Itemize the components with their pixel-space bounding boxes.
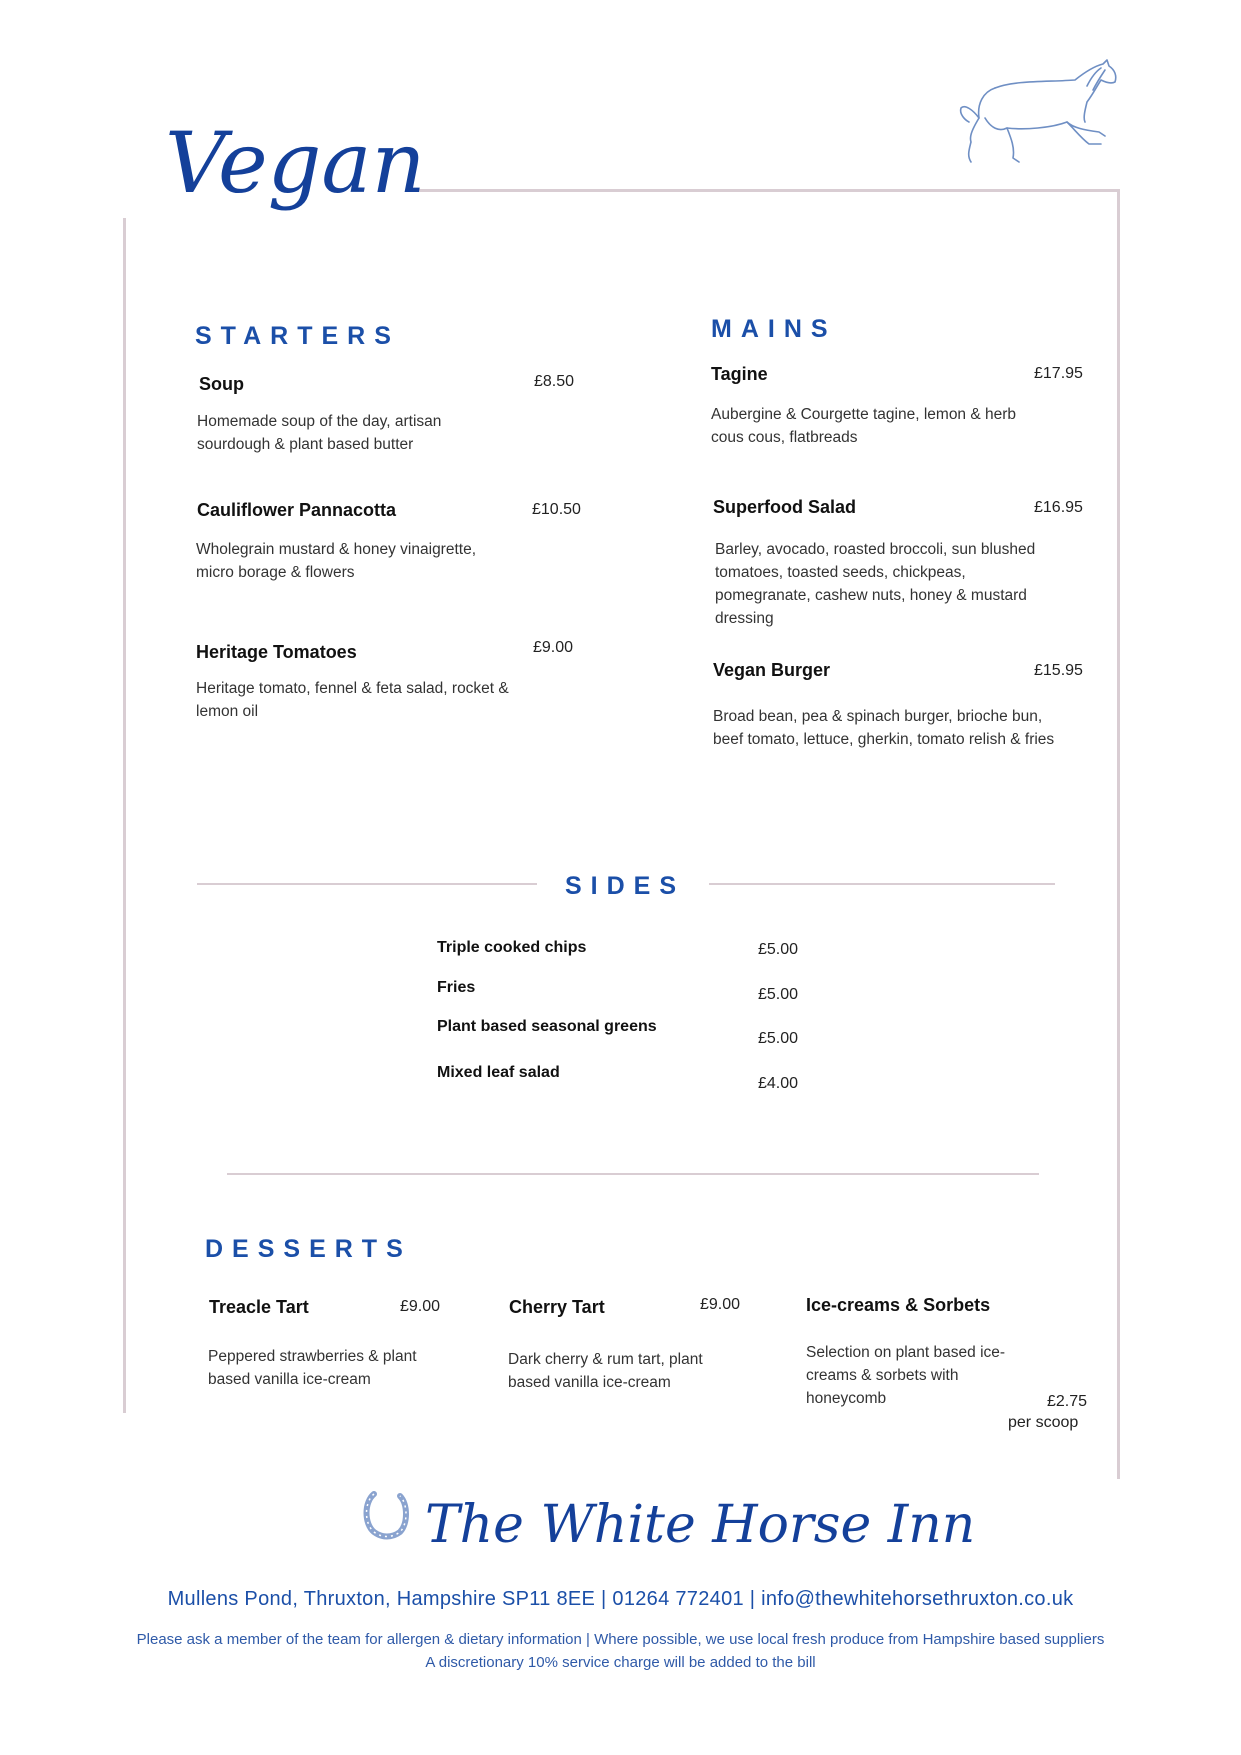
dessert-price-treacle: £9.00 [400, 1298, 441, 1315]
frame-right-line [1117, 189, 1120, 1479]
starter-name-tomatoes: Heritage Tomatoes [196, 642, 357, 662]
main-name-superfood: Superfood Salad [713, 497, 857, 517]
sides-heading: SIDES [565, 872, 686, 900]
dessert-desc-cherry: Dark cherry & rum tart, plant based vanilla ice-cream [508, 1351, 703, 1391]
dessert-price-icecream: £2.75 [1047, 1393, 1088, 1410]
side-name-chips: Triple cooked chips [437, 939, 587, 956]
frame-left-line [123, 218, 126, 1413]
main-desc-superfood: Barley, avocado, roasted broccoli, sun blushed tomatoes, toasted seeds, chickpeas, pomegranate, cashew nuts, honey & mustard dressing [715, 541, 1036, 627]
horse-sketch-icon [955, 58, 1125, 168]
starter-price-soup: £8.50 [534, 373, 575, 390]
main-desc-tagine: Aubergine & Courgette tagine, lemon & herb cous cous, flatbreads [711, 406, 1017, 446]
desserts-rule [227, 1173, 1039, 1175]
side-price-chips: £5.00 [758, 941, 799, 958]
dessert-name-icecream: Ice-creams & Sorbets [806, 1295, 991, 1315]
dessert-name-cherry: Cherry Tart [509, 1297, 605, 1317]
page-title: Vegan [165, 114, 426, 212]
footer-allergen-note: Please ask a member of the team for allergen & dietary information | Where possible, we use local fresh produce from Hampshire based suppliers [136, 1631, 1105, 1648]
dessert-desc-icecream: Selection on plant based ice-creams & sorbets with honeycomb [806, 1344, 1006, 1407]
main-name-burger: Vegan Burger [713, 660, 831, 680]
main-price-burger: £15.95 [1034, 662, 1083, 679]
side-price-salad: £4.00 [758, 1075, 799, 1092]
sides-right-rule [709, 883, 1055, 885]
starter-name-pannacotta: Cauliflower Pannacotta [197, 500, 397, 520]
dessert-name-treacle: Treacle Tart [209, 1297, 309, 1317]
starters-heading: STARTERS [195, 322, 400, 350]
dessert-price-unit: per scoop [1008, 1414, 1079, 1431]
dessert-price-cherry: £9.00 [700, 1296, 741, 1313]
side-price-fries: £5.00 [758, 986, 799, 1003]
footer-service-note: A discretionary 10% service charge will be added to the bill [425, 1654, 816, 1671]
horseshoe-icon [360, 1488, 412, 1540]
side-name-greens: Plant based seasonal greens [437, 1018, 657, 1035]
main-desc-burger: Broad bean, pea & spinach burger, brioche bun, beef tomato, lettuce, gherkin, tomato relish & fries [713, 708, 1055, 748]
frame-top-line [415, 189, 1120, 192]
mains-heading: MAINS [711, 315, 837, 343]
starter-price-tomatoes: £9.00 [533, 639, 574, 656]
side-price-greens: £5.00 [758, 1030, 799, 1047]
footer-address: Mullens Pond, Thruxton, Hampshire SP11 8EE | 01264 772401 | info@thewhitehorsethruxton.co.uk [167, 1588, 1074, 1610]
dessert-desc-treacle: Peppered strawberries & plant based vanilla ice-cream [208, 1348, 417, 1388]
main-price-tagine: £17.95 [1034, 365, 1083, 382]
starter-desc-soup: Homemade soup of the day, artisan sourdough & plant based butter [197, 413, 442, 453]
footer-brand: The White Horse Inn [425, 1495, 976, 1555]
side-name-salad: Mixed leaf salad [437, 1064, 560, 1081]
main-name-tagine: Tagine [711, 364, 768, 384]
starter-name-soup: Soup [199, 374, 244, 394]
main-price-superfood: £16.95 [1034, 499, 1083, 516]
sides-left-rule [197, 883, 537, 885]
desserts-heading: DESSERTS [205, 1235, 412, 1263]
starter-price-pannacotta: £10.50 [532, 501, 581, 518]
starter-desc-tomatoes: Heritage tomato, fennel & feta salad, rocket & lemon oil [196, 680, 509, 720]
side-name-fries: Fries [437, 979, 476, 996]
starter-desc-pannacotta: Wholegrain mustard & honey vinaigrette, micro borage & flowers [196, 541, 477, 581]
